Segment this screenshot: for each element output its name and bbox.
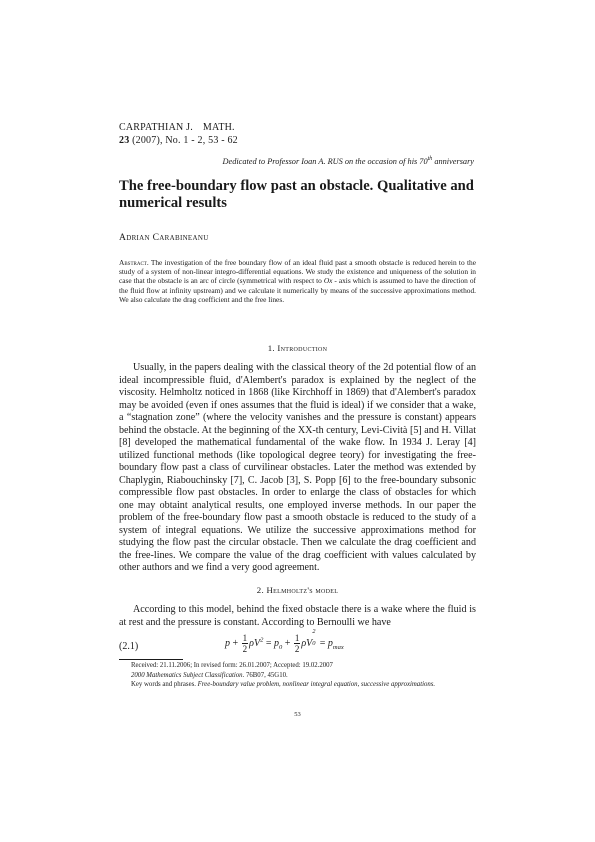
equation-number: (2.1) bbox=[119, 641, 139, 652]
eq-term: p bbox=[327, 637, 333, 649]
eq-subscript: 0 bbox=[312, 639, 316, 647]
abstract-axis: Ox bbox=[323, 276, 333, 286]
eq-fraction-num: 1 bbox=[242, 633, 248, 643]
eq-operator: + bbox=[282, 637, 293, 649]
eq-operator: = bbox=[317, 637, 328, 649]
eq-operator: = bbox=[263, 637, 274, 649]
eq-fraction bbox=[294, 633, 301, 654]
section-number: 2. bbox=[256, 585, 264, 595]
eq-exponent: 2 bbox=[260, 636, 264, 644]
helmholtz-paragraph: According to this model, behind the fixed obstacle there is a wake where the fluid is at rest and the pressure is constant. According to Bernoulli we have bbox=[119, 604, 476, 628]
dedication-sup: th bbox=[427, 156, 433, 162]
footnote-keywords-label: Key words and phrases. bbox=[131, 681, 196, 689]
footnote-received: Received: 21.11.2006; In revised form: 26.01.2007; Accepted: 19.02.2007 bbox=[131, 662, 333, 669]
journal-header bbox=[119, 121, 238, 147]
eq-subscript: 0 bbox=[278, 643, 283, 651]
journal-volume: 23 bbox=[119, 135, 130, 146]
eq-fraction-num: 1 bbox=[294, 633, 300, 643]
abstract bbox=[119, 258, 476, 304]
intro-paragraph: Usually, in the papers dealing with the classical theory of the 2d potential flow of an ideal incompressible fluid, d'Alembert's paradox is explained by the neglect of the viscosity. Helmholtz noticed in 1868 (like Kirchhoff in 1869) that d'Alembert's paradox may be avoided (even if ones assumes that the fluid is ideal) if we consider that a wake, a “stagnation zone” (where the velocity vanishes and the pressure is constant) appears behind the obstacle. At the beginning of the XX-th century, Levi-Cività [5] and H. Villat [8] developed the mathematical fundamental of the wake flow. In 1934 J. Leray [4] utilized functional methods (like topological degree teory) for investigating the free-boundary flow past a class of curvilinear obstacles. Later the method was extended by Chaplygin, Riabouchinsky [7], C. Jacob [3], S. Popp [6] to the free-boundary subsonic compressible flow past obstacles. In order to enlarge the class of obstacles for which one may obtaint analytical results, one employed inverse methods. In our paper the problem of the free-boundary flow past a smooth obstacle is reduced to the study of a system of integral equations. We utilize the successive approximations method for studying the flow past the circular obstacle. Then we calculate the drag coefficient and the free-lines. We compare the value of the drag coefficient with values calculated by other authors and we find a very good agreement. bbox=[119, 362, 476, 573]
footnote-keywords-value: Free-boundary value problem, nonlinear integral equation, successive approximations. bbox=[195, 681, 436, 689]
journal-subject: MATH. bbox=[202, 122, 235, 133]
abstract-text-a: The investigation of the free boundary flow of an ideal fluid past a smooth obstacle is reduced herein to the study of a system of non-linear integro-differential equations. We study the existence and uniqueness of the solution in case that the obstacle is an arc of circle (symmetrical with respect to bbox=[119, 258, 476, 286]
journal-issue: (2007), No. 1 - 2, bbox=[132, 135, 206, 146]
section-number: 1. bbox=[267, 343, 275, 353]
footnote-rule bbox=[119, 659, 183, 660]
section-title: Introduction bbox=[277, 343, 328, 353]
eq-fraction bbox=[242, 633, 249, 654]
section-heading-helmholtz bbox=[119, 585, 476, 595]
journal-name: CARPATHIAN J. bbox=[119, 122, 193, 133]
footnote-msc-value: 76B07, 45G10. bbox=[244, 671, 288, 679]
eq-exponent: 2 bbox=[312, 627, 316, 635]
dedication-text: Dedicated to Professor Ioan A. RUS on the occasion of his 70 bbox=[222, 156, 428, 166]
eq-term: p bbox=[225, 637, 230, 649]
abstract-text-b: - axis which is assumed to have the direction of the fluid flow at infinity upstream) and we calculate it numerically by means of the successive approximations method. We also calculate the drag coefficient and the free lines. bbox=[119, 276, 476, 304]
eq-term: p bbox=[273, 637, 279, 649]
page-number: 53 bbox=[294, 711, 301, 718]
eq-operator: + bbox=[230, 637, 241, 649]
eq-sup-sub bbox=[312, 627, 317, 647]
footnote-keywords bbox=[119, 680, 476, 690]
equation-body bbox=[225, 627, 344, 654]
eq-fraction-den: 2 bbox=[242, 644, 248, 654]
eq-term: ρV bbox=[301, 637, 313, 649]
abstract-label: Abstract. bbox=[119, 258, 149, 267]
paper-title: The free-boundary flow past an obstacle. Qualitative and numerical results bbox=[119, 178, 474, 211]
dedication bbox=[223, 156, 474, 166]
section-heading-introduction bbox=[119, 343, 476, 353]
eq-fraction-den: 2 bbox=[294, 644, 300, 654]
dedication-suffix: anniversary bbox=[432, 156, 474, 166]
eq-subscript: max bbox=[332, 643, 344, 651]
footnotes bbox=[119, 661, 476, 690]
section-title: Helmholtz's model bbox=[266, 585, 339, 595]
journal-pages: 53 - 62 bbox=[208, 135, 238, 146]
footnote-msc bbox=[119, 671, 476, 681]
footnote-msc-label: 2000 Mathematics Subject Classification. bbox=[131, 671, 245, 679]
eq-term: ρV bbox=[249, 637, 261, 649]
author-name: Adrian Carabineanu bbox=[119, 232, 209, 243]
